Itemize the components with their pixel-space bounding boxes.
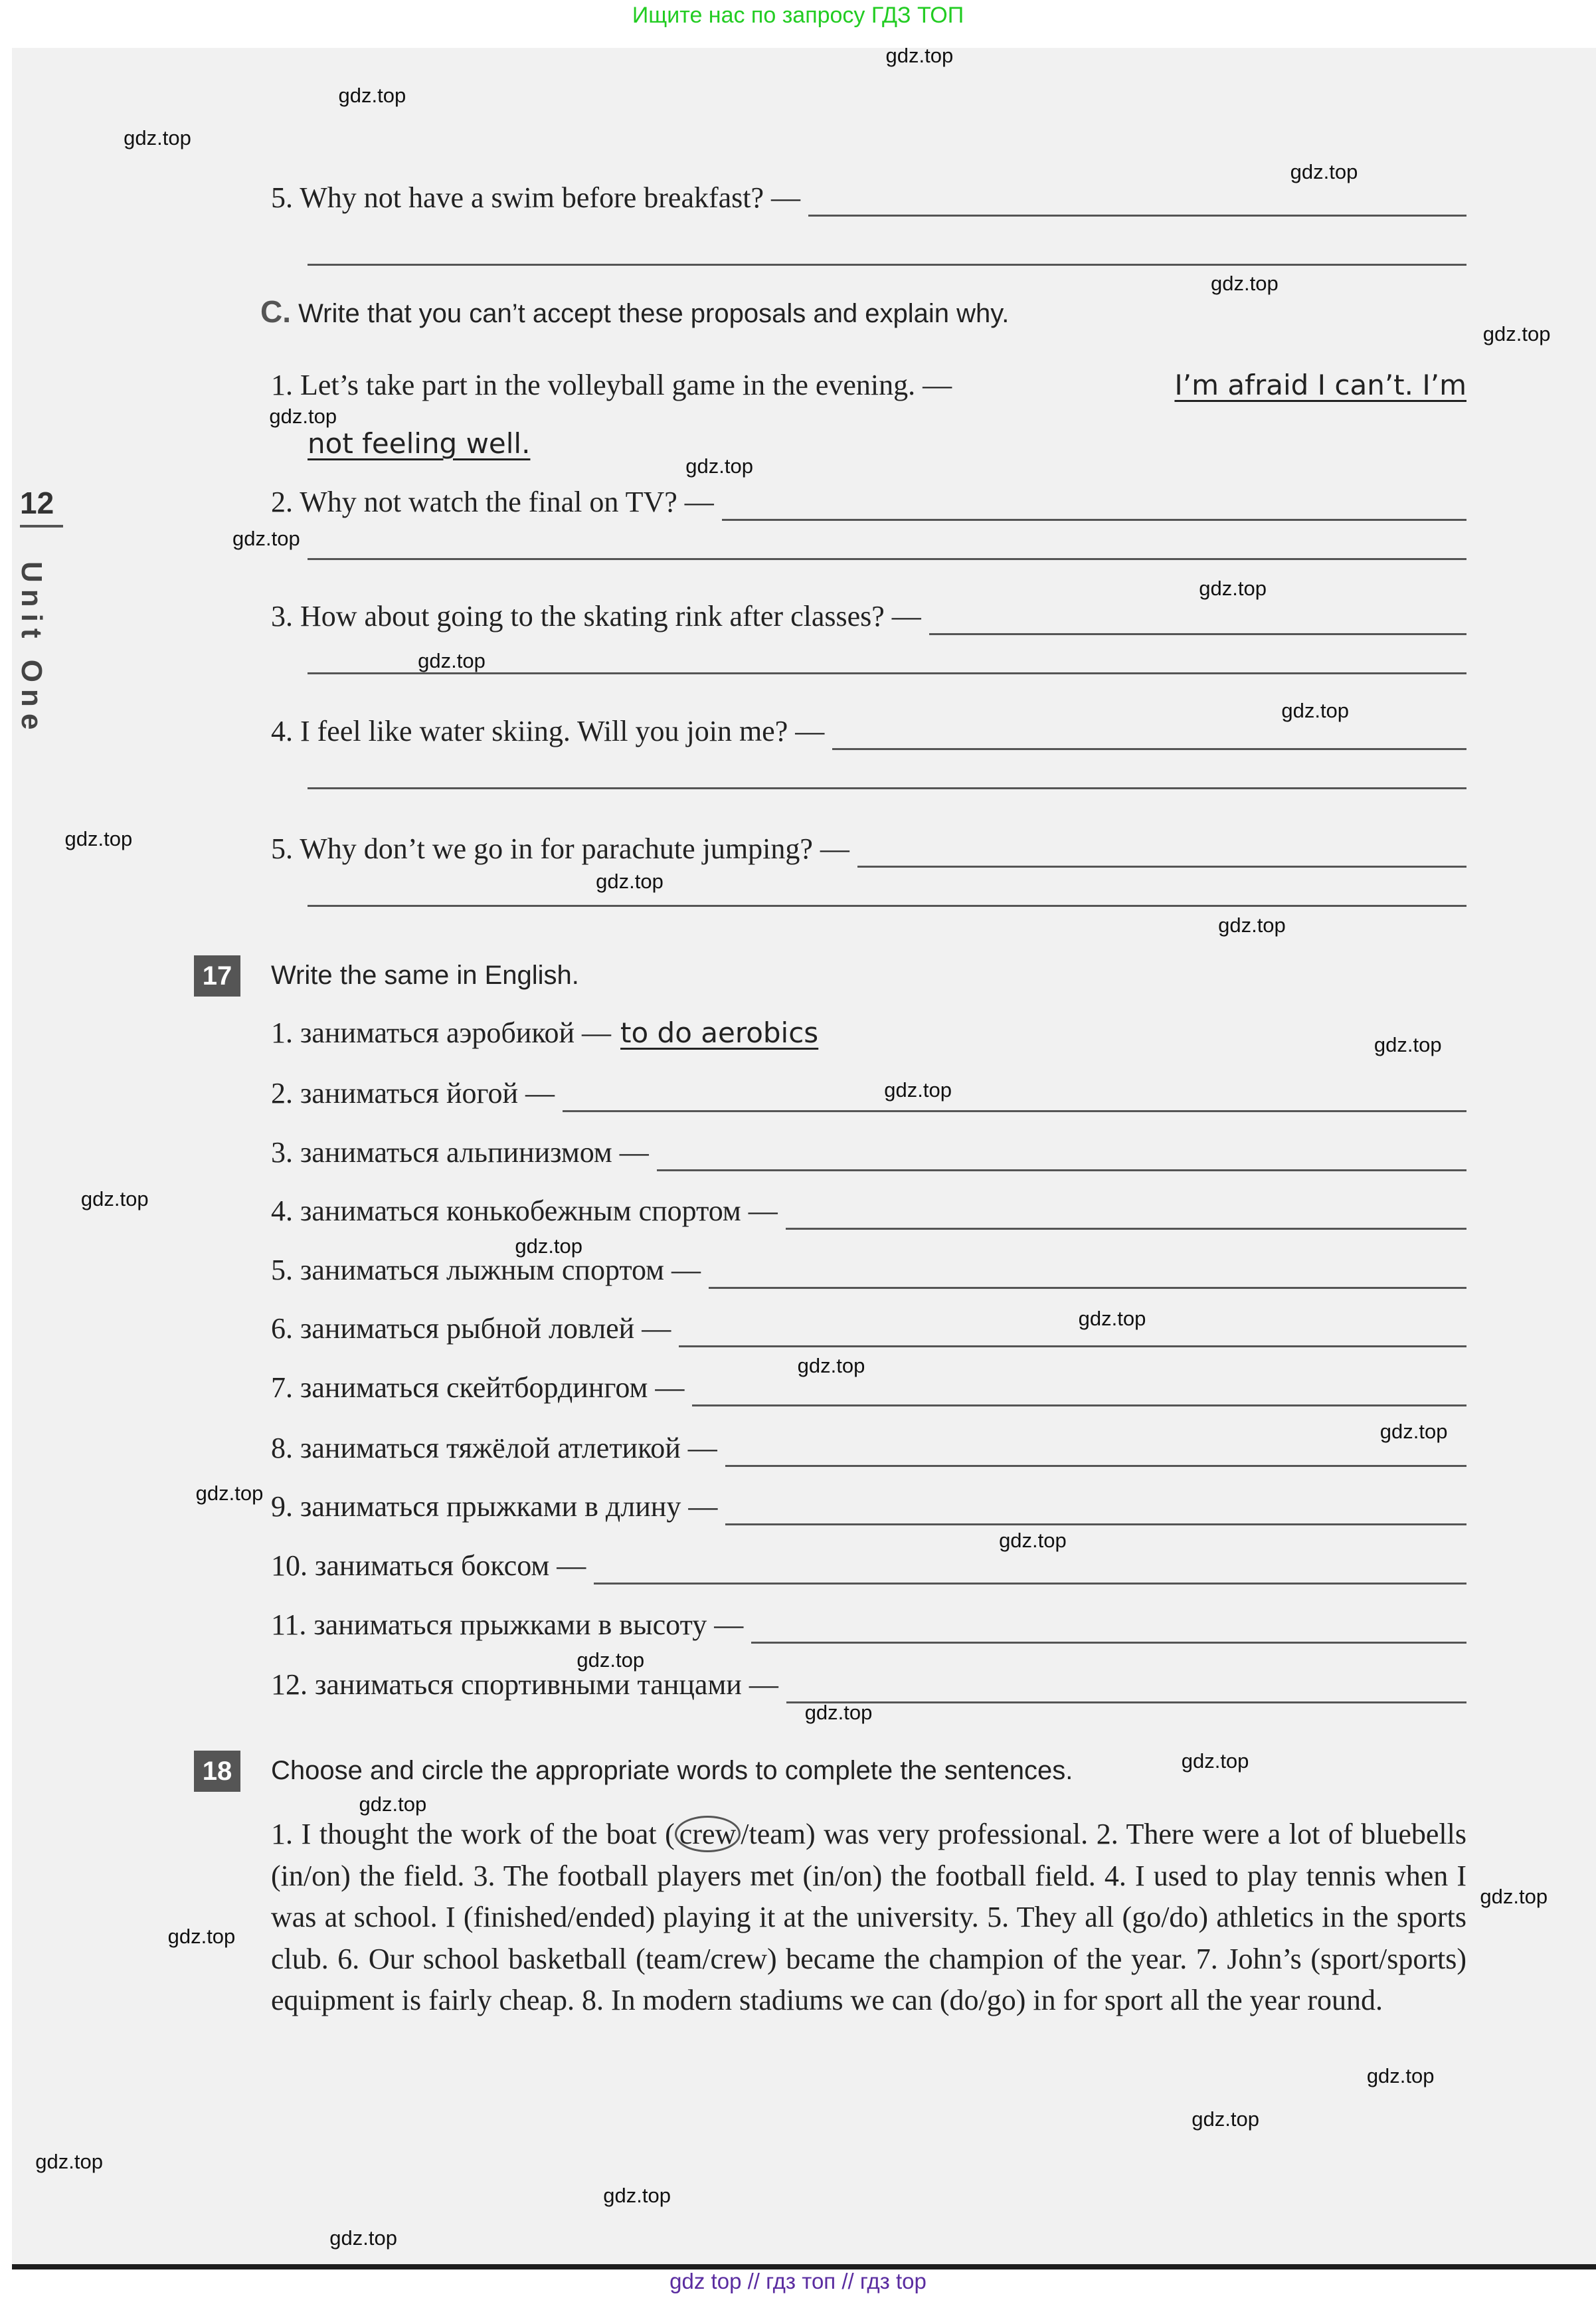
item-text: 5. заниматься лыжным спортом — — [271, 1253, 701, 1286]
exercise-18-text — [271, 1814, 1466, 2022]
text-before: 1. I thought the work of the boat ( — [271, 1818, 675, 1850]
answer-line[interactable] — [563, 1084, 1466, 1112]
watermark: gdz.top — [797, 1353, 865, 1377]
watermark: gdz.top — [167, 1924, 236, 1948]
watermark: gdz.top — [35, 2149, 103, 2173]
answer-line[interactable] — [751, 1615, 1466, 1644]
watermark: gdz.top — [1281, 698, 1350, 722]
list-item-continued — [308, 425, 1503, 462]
list-item — [271, 598, 1466, 635]
item-text: 3. How about going to the skating rink after classes? — — [271, 600, 921, 632]
answer-line[interactable] — [657, 1143, 1466, 1171]
watermark: gdz.top — [1374, 1032, 1442, 1056]
watermark: gdz.top — [232, 526, 300, 550]
answer-line[interactable] — [929, 607, 1466, 635]
answer-line[interactable] — [722, 492, 1466, 521]
handwritten-answer: to do aerobics — [620, 1016, 819, 1050]
exercise-number-badge: 18 — [194, 1751, 240, 1792]
watermark: gdz.top — [1199, 577, 1267, 600]
watermark: gdz.top — [685, 454, 753, 478]
watermark: gdz.top — [1379, 1420, 1448, 1444]
watermark: gdz.top — [999, 1529, 1067, 1553]
watermark: gdz.top — [885, 44, 954, 68]
item-text: 2. заниматься йогой — — [271, 1076, 555, 1109]
list-item — [271, 1310, 1466, 1347]
watermark: gdz.top — [124, 126, 191, 150]
item-text: 4. I feel like water skiing. Will you join me? — — [271, 715, 825, 747]
list-item — [271, 1430, 1466, 1467]
exercise-18-instruction: Choose and circle the appropriate words to complete the sentences. — [271, 1756, 1073, 1785]
search-banner[interactable]: Ищите нас по запросу ГДЗ ТОП — [0, 0, 1596, 47]
item-text: 6. заниматься рыбной ловлей — — [271, 1312, 671, 1345]
watermark: gdz.top — [1218, 914, 1286, 937]
list-item — [271, 367, 1466, 404]
circled-word[interactable]: crew — [675, 1816, 741, 1852]
watermark: gdz.top — [338, 83, 406, 107]
watermark: gdz.top — [269, 404, 337, 428]
list-item — [271, 1369, 1466, 1406]
watermark: gdz.top — [596, 869, 664, 893]
answer-line[interactable] — [786, 1675, 1466, 1703]
list-item — [271, 1606, 1466, 1644]
section-letter: C. — [260, 294, 291, 329]
watermark: gdz.top — [515, 1234, 583, 1258]
answer-line[interactable] — [679, 1319, 1466, 1347]
item-text: 1. Let’s take part in the volleyball game in the evening. — — [271, 369, 952, 401]
answer-line[interactable] — [832, 722, 1466, 750]
item-text: 7. заниматься скейтбордингом — — [271, 1371, 685, 1404]
section-instruction: Write that you can’t accept these proposals and explain why. — [298, 299, 1010, 328]
answer-line[interactable] — [725, 1497, 1466, 1525]
list-item — [271, 1075, 1466, 1112]
section-c-heading — [260, 294, 1009, 330]
item-text: 10. заниматься боксом — — [271, 1549, 586, 1582]
list-item — [271, 1488, 1466, 1525]
text-after: /team) was very professional. 2. There were a lot of bluebells (in/on) the field. 3. The football players met (in/on) the football field. 4. I used to play tennis when I was at school. I (finished/ended) playing it at the university. 5. They all (go/do) athletics in the sports club. 6. Our school basketball (team/crew) became the champion of the year. 7. John’s (sport/sports) equipment is fairly cheap. 8. In modern stadiums we can (do/go) in for sport all the year round. — [271, 1818, 1466, 2017]
footer-links[interactable]: gdz top // гдз топ // гдз top — [669, 2269, 927, 2293]
watermark: gdz.top — [1181, 1749, 1249, 1773]
handwritten-answer: not feeling well. — [308, 427, 531, 460]
exercise-b-item-5 — [271, 179, 1466, 217]
watermark: gdz.top — [359, 1792, 427, 1816]
watermark: gdz.top — [1211, 272, 1279, 296]
watermark: gdz.top — [329, 2226, 397, 2250]
watermark: gdz.top — [195, 1482, 264, 1505]
watermark: gdz.top — [64, 826, 133, 850]
answer-line[interactable] — [709, 1260, 1466, 1289]
watermark: gdz.top — [1078, 1306, 1146, 1330]
list-item — [271, 1193, 1466, 1230]
answer-line[interactable] — [308, 905, 1466, 907]
watermark: gdz.top — [603, 2183, 671, 2207]
item-text: 4. заниматься конькобежным спортом — — [271, 1195, 778, 1228]
watermark: gdz.top — [1482, 322, 1551, 345]
item-text: 1. заниматься аэробикой — — [271, 1016, 612, 1050]
list-item — [271, 1134, 1466, 1171]
handwritten-answer: I’m afraid I can’t. I’m — [1174, 369, 1466, 401]
answer-line[interactable] — [692, 1378, 1466, 1406]
answer-line[interactable] — [857, 839, 1466, 868]
item-text: 8. заниматься тяжёлой атлетикой — — [271, 1431, 717, 1464]
list-item — [271, 1666, 1466, 1703]
watermark: gdz.top — [884, 1078, 952, 1102]
item-text: 5. Why not have a swim before breakfast? — — [271, 181, 801, 214]
watermark: gdz.top — [1366, 2064, 1435, 2088]
item-text: 2. Why not watch the final on TV? — — [271, 486, 714, 518]
answer-line[interactable] — [725, 1438, 1466, 1467]
answer-line[interactable] — [808, 188, 1466, 217]
answer-line[interactable] — [308, 787, 1466, 789]
unit-label: Unit One — [15, 561, 48, 737]
list-item — [271, 1252, 1466, 1289]
answer-line[interactable] — [308, 558, 1466, 560]
watermark: gdz.top — [1290, 160, 1358, 184]
exercise-number-badge: 17 — [194, 955, 240, 997]
item-text: 5. Why don’t we go in for parachute jumping? — — [271, 832, 849, 865]
watermark: gdz.top — [804, 1701, 873, 1725]
page-number: 12 — [20, 485, 63, 528]
answer-line[interactable] — [594, 1556, 1466, 1585]
exercise-17-instruction: Write the same in English. — [271, 961, 579, 990]
item-text: 3. заниматься альпинизмом — — [271, 1135, 649, 1169]
watermark: gdz.top — [576, 1648, 645, 1672]
watermark: gdz.top — [1192, 2107, 1259, 2131]
item-text: 11. заниматься прыжками в высоту — — [271, 1608, 744, 1641]
answer-line[interactable] — [786, 1201, 1466, 1230]
list-item — [271, 1547, 1466, 1585]
watermark: gdz.top — [1480, 1885, 1548, 1909]
watermark: gdz.top — [418, 648, 486, 672]
item-text: 9. заниматься прыжками в длину — — [271, 1490, 718, 1523]
answer-line[interactable] — [308, 264, 1466, 266]
list-item — [271, 1014, 1466, 1052]
item-text: 12. заниматься спортивными танцами — — [271, 1668, 778, 1701]
list-item — [271, 484, 1466, 521]
watermark: gdz.top — [80, 1187, 149, 1211]
list-item — [271, 830, 1466, 868]
